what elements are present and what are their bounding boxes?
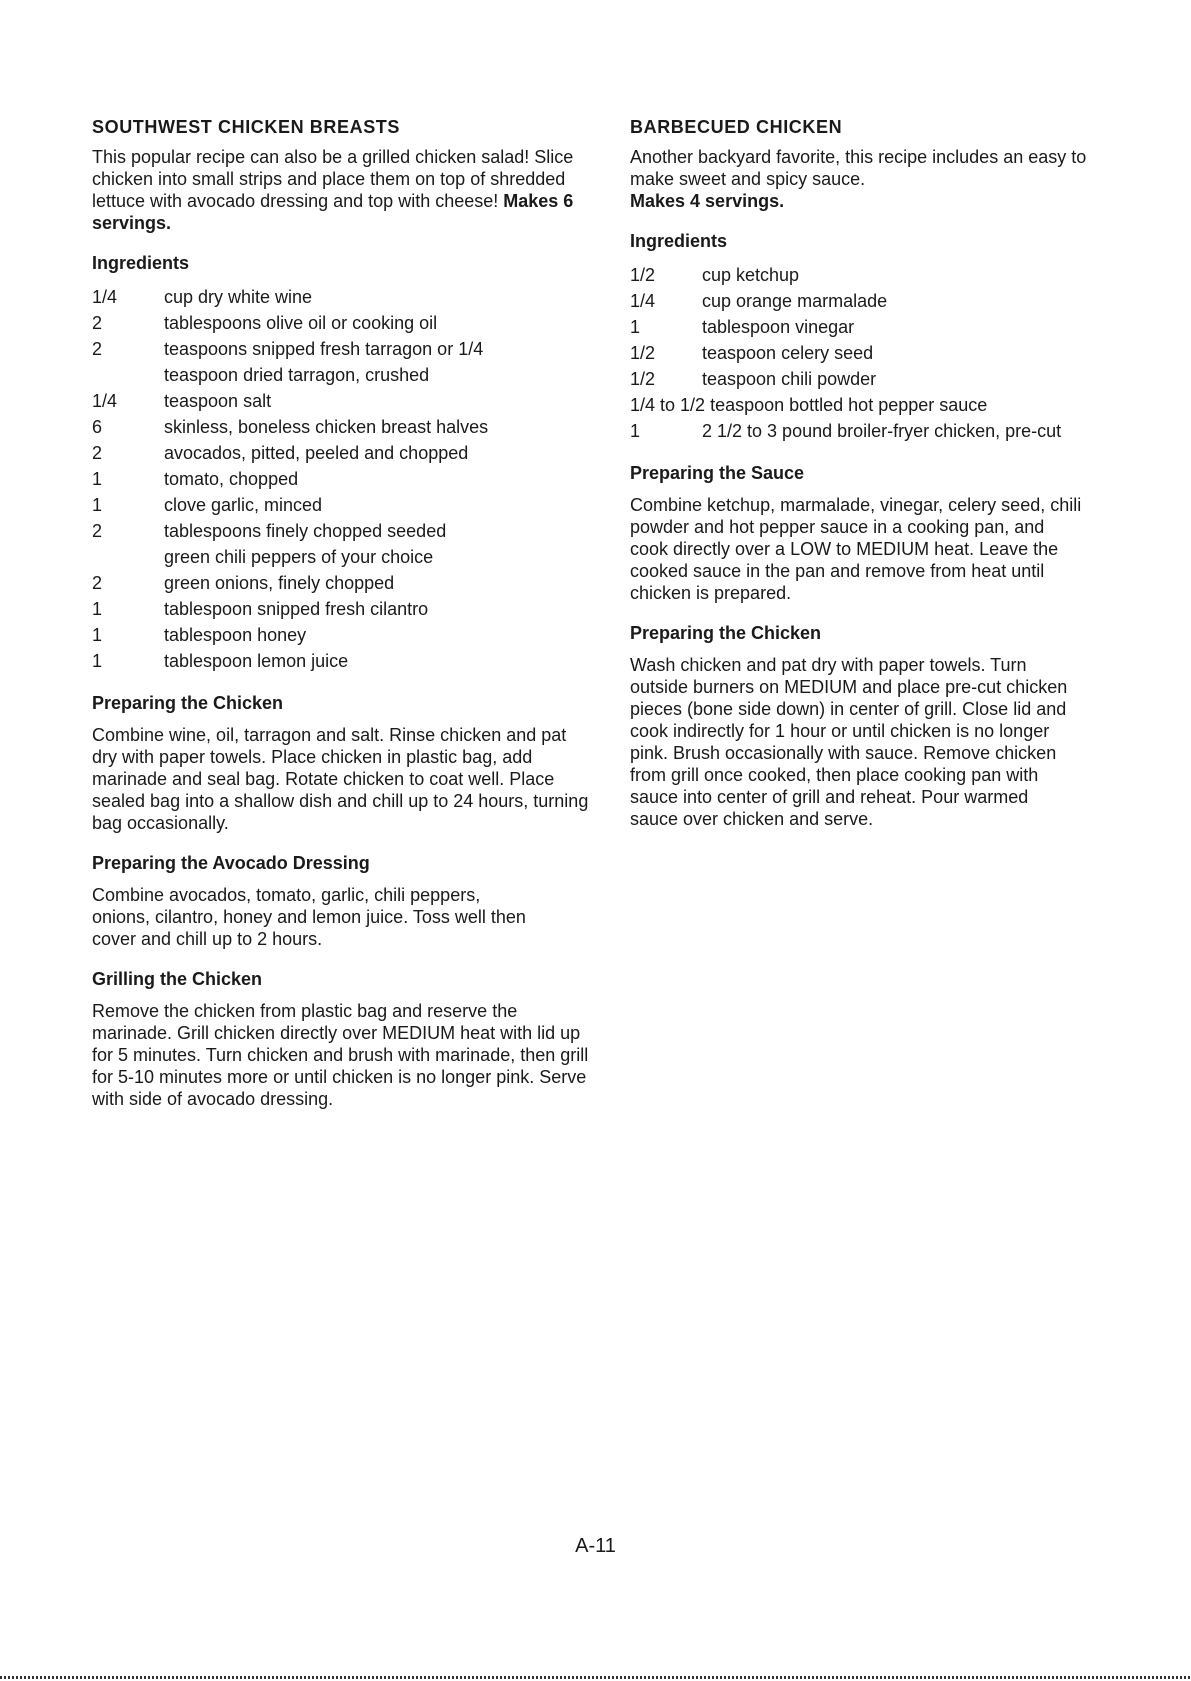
- ingredient-qty: 1/4: [92, 391, 118, 411]
- ingredient-desc: teaspoon salt: [164, 391, 272, 411]
- ingredients-heading: Ingredients: [92, 253, 190, 273]
- intro-text: This popular recipe can also be a grilled chicken salad! Slice chicken into small strips and place them on top of shredded lettuce with avocado dressing and top with cheese!: [92, 147, 574, 211]
- ingredient-row: [630, 314, 1110, 340]
- ingredient-qty: 1/4: [630, 291, 656, 311]
- ingredient-row: [92, 388, 592, 414]
- ingredient-desc: cup orange marmalade: [702, 291, 888, 311]
- ingredient-qty: 1: [92, 495, 103, 515]
- ingredient-desc: avocados, pitted, peeled and chopped: [164, 443, 469, 463]
- ingredient-row: [92, 648, 592, 674]
- ingredients-heading: Ingredients: [630, 231, 728, 251]
- ingredient-row: [630, 366, 1110, 392]
- section-text: Combine avocados, tomato, garlic, chili peppers, onions, cilantro, honey and lemon juice. Toss well then cover and chill up to 2 hours.: [92, 885, 526, 949]
- recipe-intro: [92, 146, 592, 234]
- ingredients-list: [630, 262, 1110, 444]
- servings-text: Makes 6 servings.: [92, 191, 574, 233]
- ingredient-row: [92, 310, 592, 336]
- ingredient-row: [92, 414, 592, 440]
- ingredient-desc: cup dry white wine: [164, 287, 313, 307]
- section-heading: Preparing the Avocado Dressing: [92, 853, 370, 873]
- ingredient-qty: 1: [92, 625, 103, 645]
- recipe-title: BARBECUED CHICKEN: [630, 117, 843, 137]
- ingredient-qty: 1: [630, 421, 641, 441]
- ingredient-qty: 2: [92, 313, 103, 333]
- bottom-rule: [0, 1676, 1191, 1679]
- ingredient-qty: 6: [92, 417, 103, 437]
- ingredient-qty: 1: [92, 469, 103, 489]
- ingredients-list: [92, 284, 592, 674]
- ingredient-qty: 2: [92, 339, 103, 359]
- ingredient-desc: tablespoon snipped fresh cilantro: [164, 599, 429, 619]
- section-heading: Grilling the Chicken: [92, 969, 263, 989]
- ingredient-desc: tablespoon lemon juice: [164, 651, 349, 671]
- ingredient-qty: 1: [92, 651, 103, 671]
- section-heading: Preparing the Chicken: [92, 693, 284, 713]
- page-number: A-11: [575, 1535, 616, 1557]
- ingredient-desc: clove garlic, minced: [164, 495, 323, 515]
- ingredient-row: [92, 492, 592, 518]
- ingredient-row: [92, 440, 592, 466]
- ingredient-qty: 2: [92, 443, 103, 463]
- recipe-barbecued-chicken: [630, 116, 1110, 830]
- ingredient-desc: cup ketchup: [702, 265, 800, 285]
- ingredient-desc: tablespoons finely chopped seeded green chili peppers of your choice: [164, 521, 447, 567]
- ingredient-qty: 1/4 to 1/2: [630, 395, 706, 415]
- section-text: Combine ketchup, marmalade, vinegar, celery seed, chili powder and hot pepper sauce in a cooking pan, and cook directly over a LOW to MEDIUM heat. Leave the cooked sauce in the pan and remove from heat until chicken is prepared.: [630, 495, 1082, 603]
- ingredient-qty: 1/2: [630, 265, 656, 285]
- ingredient-qty: 1/4: [92, 287, 118, 307]
- ingredient-qty: 1/2: [630, 343, 656, 363]
- ingredient-row: [630, 418, 1110, 444]
- ingredient-row: [92, 336, 592, 388]
- ingredient-row: [92, 622, 592, 648]
- ingredient-row: [92, 570, 592, 596]
- ingredient-desc: teaspoon bottled hot pepper sauce: [710, 395, 988, 415]
- ingredient-row: [92, 596, 592, 622]
- ingredient-desc: tablespoon honey: [164, 625, 307, 645]
- ingredient-desc: tomato, chopped: [164, 469, 299, 489]
- ingredient-desc: tablespoons olive oil or cooking oil: [164, 313, 438, 333]
- ingredient-desc: teaspoon celery seed: [702, 343, 874, 363]
- ingredient-desc: teaspoons snipped fresh tarragon or 1/4 teaspoon dried tarragon, crushed: [164, 339, 484, 385]
- intro-text: Another backyard favorite, this recipe includes an easy to make sweet and spicy sauce.: [630, 147, 1087, 189]
- ingredient-row: [92, 466, 592, 492]
- ingredient-row: [630, 340, 1110, 366]
- ingredient-desc: skinless, boneless chicken breast halves: [164, 417, 489, 437]
- ingredient-row: [630, 262, 1110, 288]
- section-text: Remove the chicken from plastic bag and reserve the marinade. Grill chicken directly over MEDIUM heat with lid up for 5 minutes. Turn chicken and brush with marinade, then grill for 5-10 minutes more or until chicken is no longer pink. Serve with side of avocado dressing.: [92, 1001, 589, 1109]
- ingredient-row: [630, 392, 1110, 418]
- recipe-intro: [630, 146, 1110, 212]
- ingredient-desc: 2 1/2 to 3 pound broiler-fryer chicken, pre-cut: [702, 421, 1062, 441]
- ingredient-desc: teaspoon chili powder: [702, 369, 877, 389]
- ingredient-qty: 2: [92, 573, 103, 593]
- section-heading: Preparing the Sauce: [630, 463, 805, 483]
- ingredient-desc: tablespoon vinegar: [702, 317, 855, 337]
- ingredient-row: [92, 518, 592, 570]
- section-text: Wash chicken and pat dry with paper towels. Turn outside burners on MEDIUM and place pre-cut chicken pieces (bone side down) in center of grill. Close lid and cook indirectly for 1 hour or until chicken is no longer pink. Brush occasionally with sauce. Remove chicken from grill once cooked, then place cooking pan with sauce into center of grill and reheat. Pour warmed sauce over chicken and serve.: [630, 655, 1068, 829]
- ingredient-qty: 1/2: [630, 369, 656, 389]
- recipe-southwest-chicken: [92, 116, 592, 1110]
- section-heading: Preparing the Chicken: [630, 623, 822, 643]
- servings-text: Makes 4 servings.: [630, 191, 785, 211]
- ingredient-row: [92, 284, 592, 310]
- ingredient-qty: 1: [630, 317, 641, 337]
- ingredient-row: [630, 288, 1110, 314]
- ingredient-desc: green onions, finely chopped: [164, 573, 395, 593]
- section-text: Combine wine, oil, tarragon and salt. Rinse chicken and pat dry with paper towels. Place chicken in plastic bag, add marinade and seal bag. Rotate chicken to coat well. Place sealed bag into a shallow dish and chill up to 24 hours, turning bag occasionally.: [92, 725, 589, 833]
- ingredient-qty: 1: [92, 599, 103, 619]
- recipe-title: SOUTHWEST CHICKEN BREASTS: [92, 117, 401, 137]
- ingredient-qty: 2: [92, 521, 103, 541]
